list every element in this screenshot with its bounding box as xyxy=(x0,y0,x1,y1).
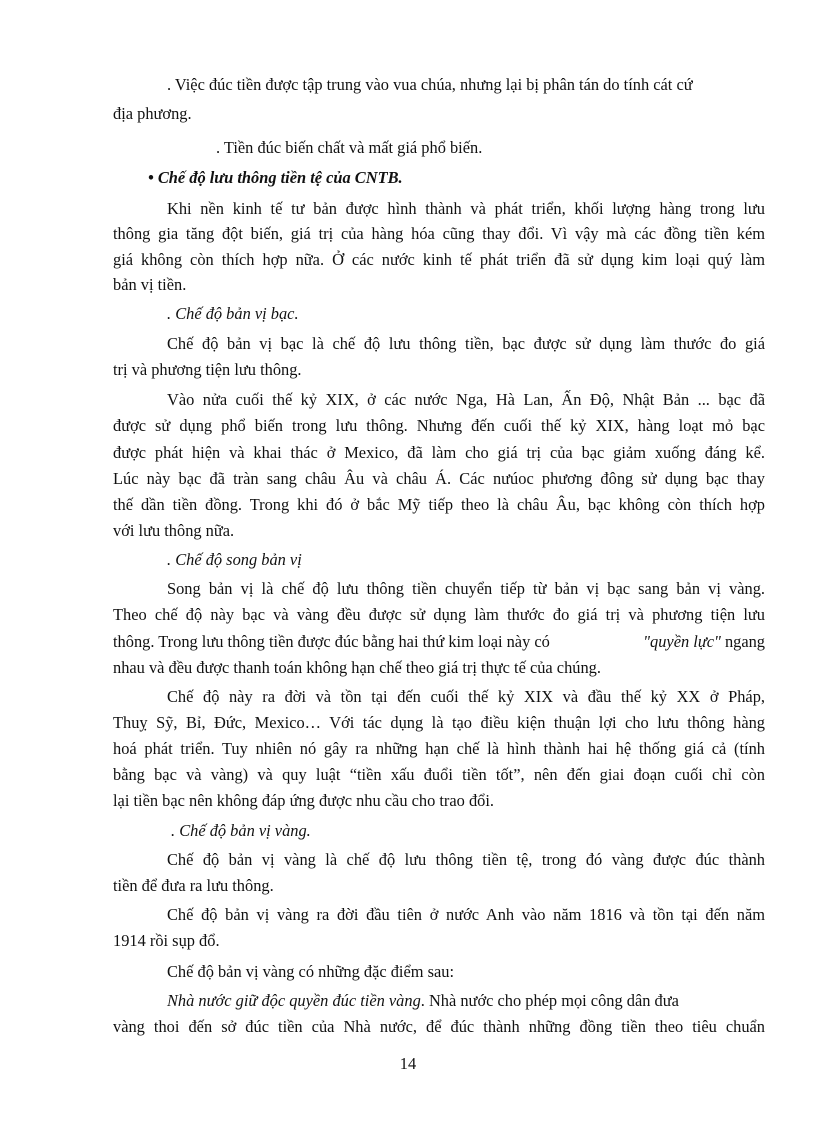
paragraph-line: Chế độ bản vị vàng là chế độ lưu thông tiền tệ, trong đó vàng được đúc thành xyxy=(167,850,765,869)
paragraph-line: tiền để đưa ra lưu thông. xyxy=(113,876,274,895)
paragraph-line: Chế độ bản vị vàng ra đời đầu tiên ở nước Anh vào năm 1816 và tồn tại đến năm xyxy=(167,905,765,924)
paragraph-line: địa phương. xyxy=(113,104,192,123)
paragraph-line: với lưu thông nữa. xyxy=(113,521,235,540)
paragraph-line: Lúc này bạc đã tràn sang châu Âu và châu Á. Các nưúoc phương đông sử dụng bạc thay xyxy=(113,469,765,488)
paragraph-line: nhau và đều được thanh toán không hạn chế theo giá trị thực tế của chúng. xyxy=(113,658,601,677)
line-text: thông. Trong lưu thông tiền được đúc bằng hai thứ kim loại này có xyxy=(113,632,550,651)
subsection-heading: . Chế độ bản vị bạc. xyxy=(167,304,299,323)
paragraph-line: thế dần tiền đồng. Trong khi đó ở bắc Mỹ tiếp theo là châu Âu, bạc không còn thích hợp xyxy=(113,495,765,514)
paragraph-line xyxy=(113,632,765,652)
paragraph-line: lại tiền bạc nên không đáp ứng được nhu cầu cho trao đổi. xyxy=(113,791,495,810)
paragraph-line: Thuỵ Sỹ, Bỉ, Đức, Mexico… Với tác dụng là tạo điều kiện thuận lợi cho lưu thông hàng xyxy=(113,713,765,732)
paragraph-line: bản vị tiền. xyxy=(113,275,187,294)
section-heading: • Chế độ lưu thông tiền tệ của CNTB. xyxy=(148,168,403,187)
paragraph-line: Khi nền kinh tế tư bản được hình thành và phát triển, khối lượng hàng trong lưu xyxy=(167,199,765,218)
paragraph-line: hoá phát triển. Tuy nhiên nó gây ra những hạn chế là hình thành hai hệ thống giá cả (tính xyxy=(113,739,765,758)
paragraph-line: . Việc đúc tiền được tập trung vào vua chúa, nhưng lại bị phân tán do tính cát cứ xyxy=(167,75,693,94)
paragraph-line: vàng thoi đến sở đúc tiền của Nhà nước, để đúc thành những đồng tiền theo tiêu chuẩn xyxy=(113,1017,765,1036)
subsection-heading: . Chế độ song bản vị xyxy=(167,550,302,569)
paragraph-line: Vào nửa cuối thế kỷ XIX, ở các nước Nga, Hà Lan, Ấn Độ, Nhật Bản ... bạc đã xyxy=(167,390,765,409)
paragraph-line: thông gia tăng đột biến, giá trị của hàng hóa cũng thay đổi. Vì vậy mà các đồng tiền kém xyxy=(113,224,765,243)
paragraph-line xyxy=(167,991,765,1011)
paragraph-line: được phát hiện và khai thác ở Mexico, đã làm cho giá trị của bạc giảm xuống đáng kể. xyxy=(113,443,765,462)
paragraph-line: giá không còn thích hợp nữa. Ở các nước kinh tế phát triển đã sử dụng kim loại quý làm xyxy=(113,250,765,269)
paragraph-line: 1914 rồi sụp đổ. xyxy=(113,931,220,950)
paragraph-line: trị và phương tiện lưu thông. xyxy=(113,360,302,379)
paragraph-line: Chế độ này ra đời và tồn tại đến cuối thế kỷ XIX và đầu thế kỷ XX ở Pháp, xyxy=(167,687,765,706)
paragraph-line: bằng bạc và vàng) và quy luật “tiền xấu đuổi tiền tốt”, nên đến giai đoạn cuối chỉ còn xyxy=(113,765,765,784)
emphasized-phrase: Nhà nước giữ độc quyền đúc tiền vàng xyxy=(167,991,421,1010)
subsection-heading: . Chế độ bản vị vàng. xyxy=(171,821,311,840)
line-text: ngang xyxy=(724,632,765,651)
paragraph-line: . Tiền đúc biến chất và mất giá phổ biến. xyxy=(216,138,483,157)
paragraph-line: Chế độ bản vị vàng có những đặc điểm sau: xyxy=(167,962,455,981)
page-number: 14 xyxy=(399,1054,417,1073)
quoted-term: "quyền lực" xyxy=(643,632,721,651)
paragraph-line: Chế độ bản vị bạc là chế độ lưu thông tiền, bạc được sử dụng làm thước đo giá xyxy=(167,334,765,353)
paragraph-line: Song bản vị là chế độ lưu thông tiền chuyển tiếp từ bản vị bạc sang bản vị vàng. xyxy=(167,579,765,598)
paragraph-line: Theo chế độ này bạc và vàng đều được sử dụng làm thước đo giá trị và phương tiện lưu xyxy=(113,605,765,624)
line-text: . Nhà nước cho phép mọi công dân đưa xyxy=(420,991,679,1010)
paragraph-line: được sử dụng phổ biến trong lưu thông. Nhưng đến cuối thế kỷ XIX, hàng loạt mỏ bạc xyxy=(113,416,765,435)
